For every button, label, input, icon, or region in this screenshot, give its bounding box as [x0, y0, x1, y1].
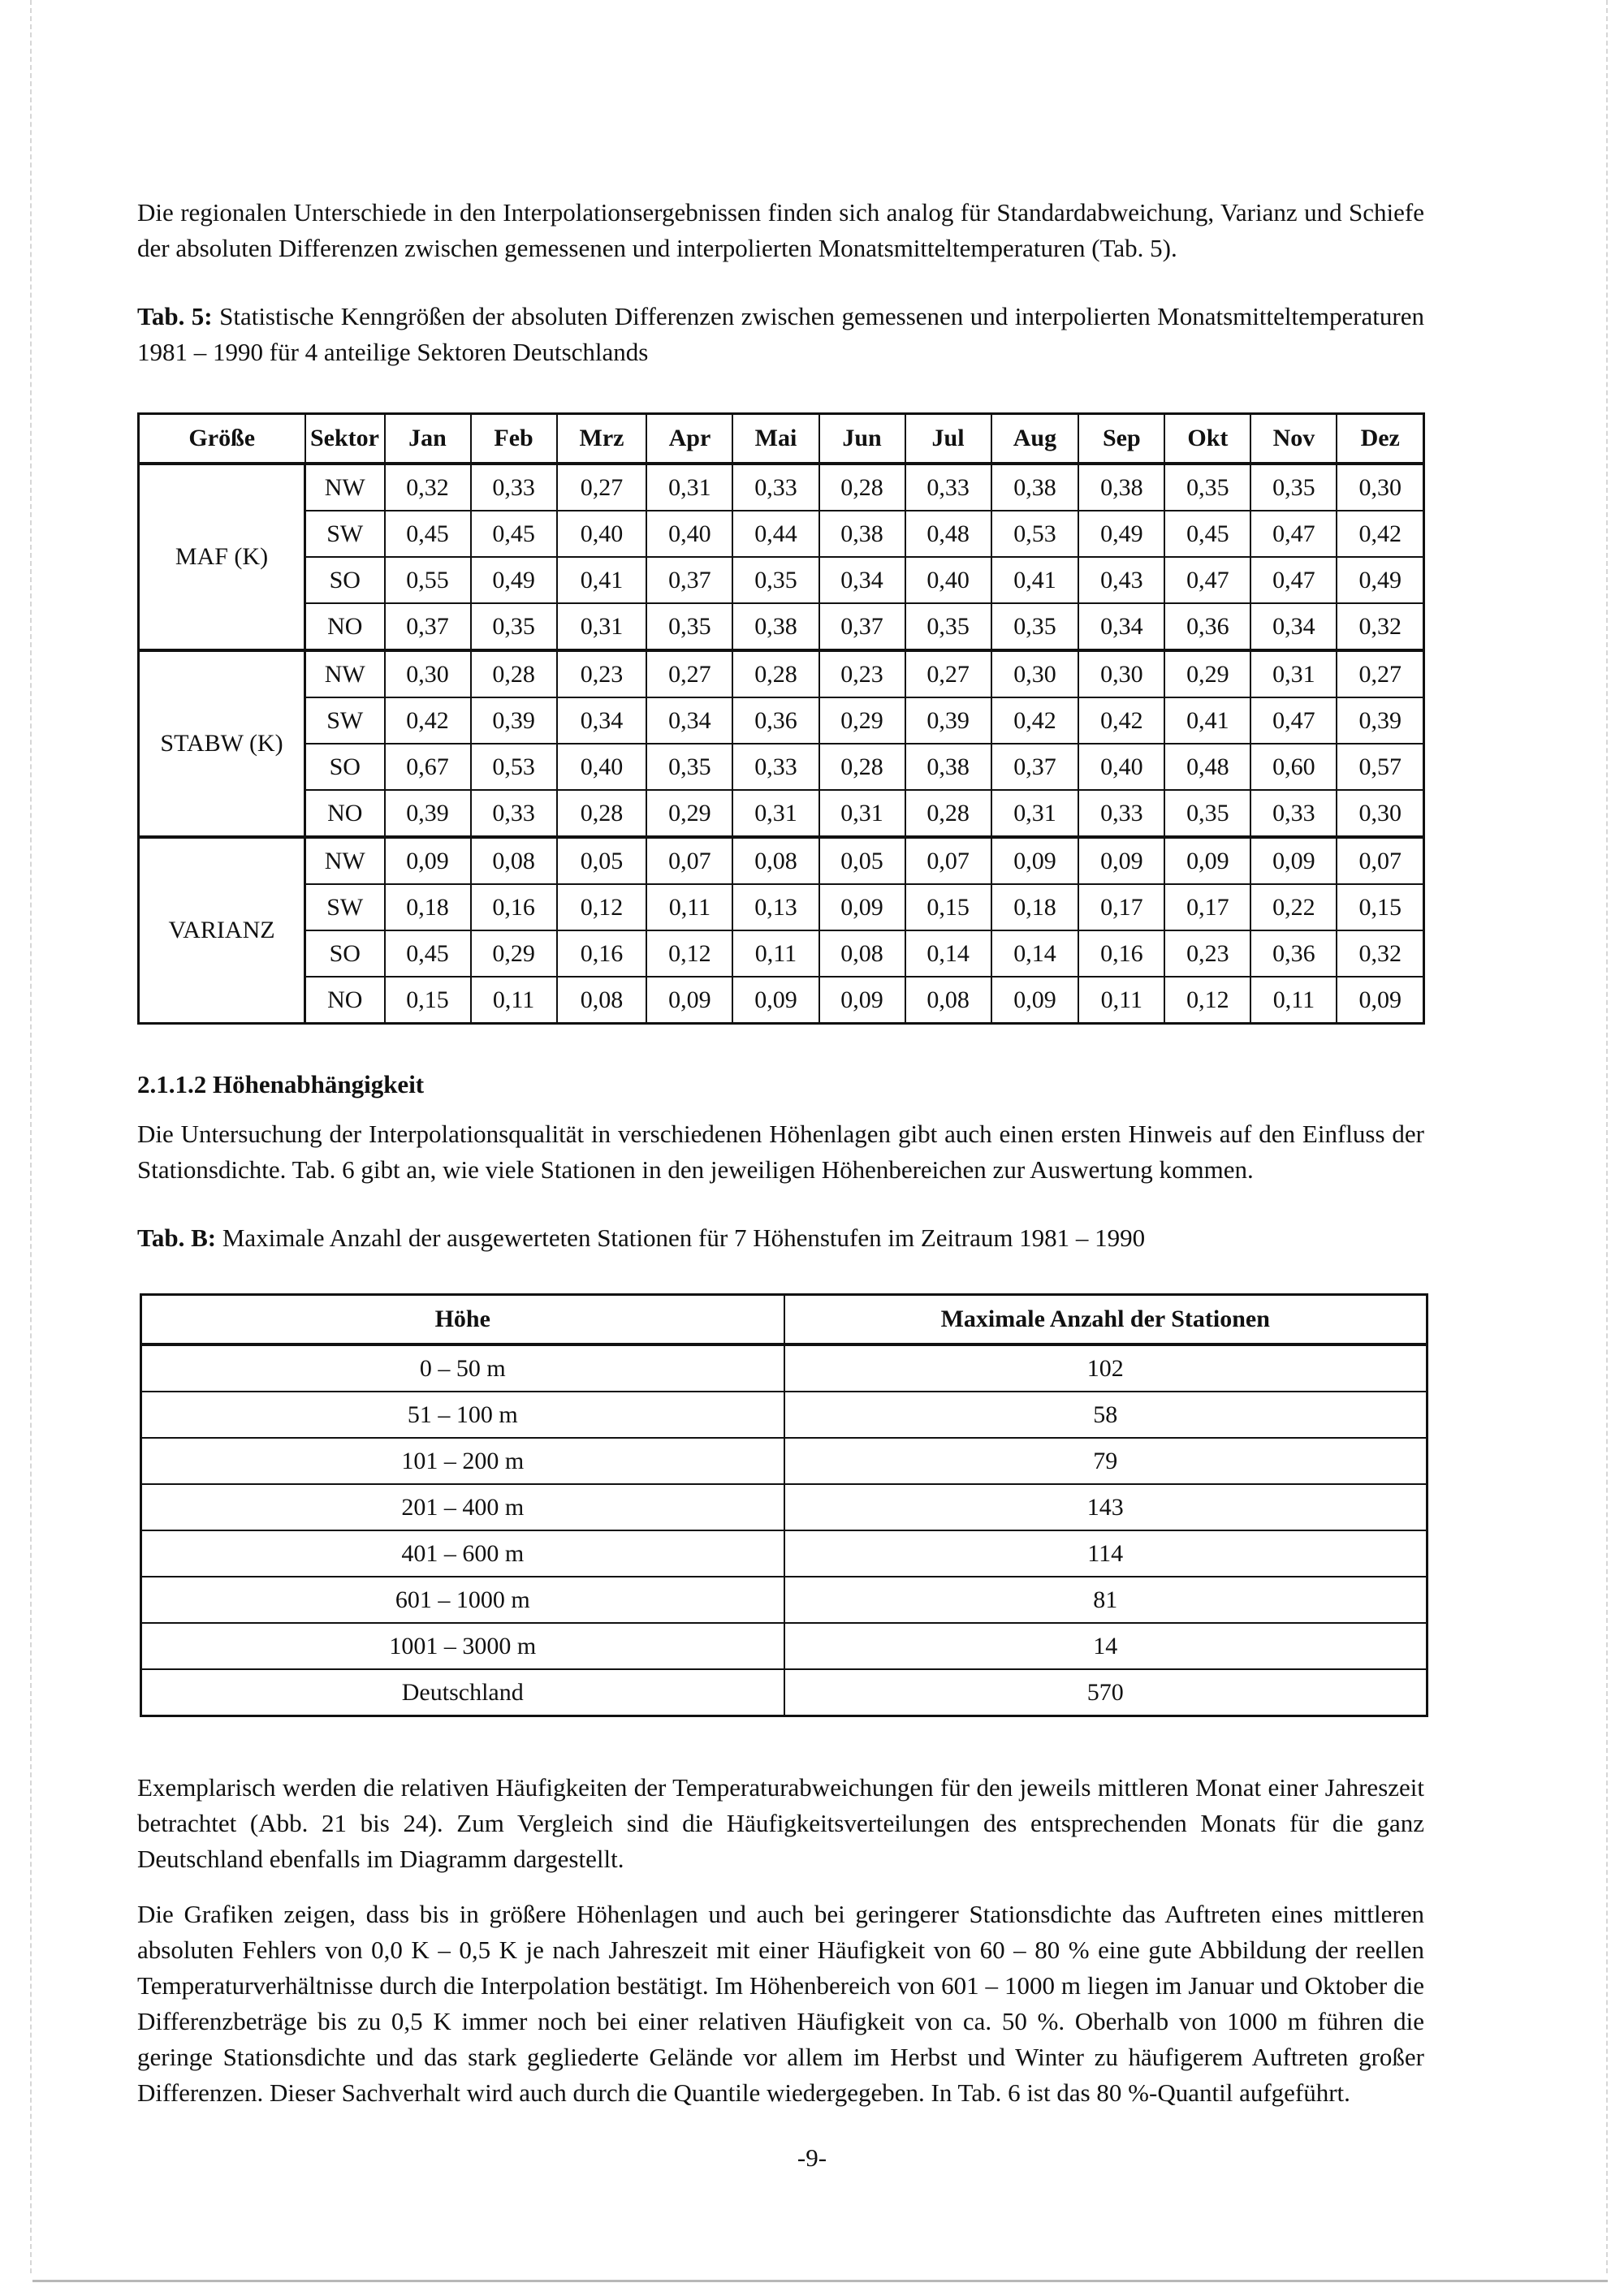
anzahl-cell: 81 — [784, 1577, 1427, 1623]
value-cell: 0,09 — [1250, 837, 1337, 884]
value-cell: 0,17 — [1078, 884, 1164, 930]
table-row — [139, 837, 1424, 884]
value-cell: 0,31 — [646, 464, 732, 511]
value-cell: 0,11 — [1078, 977, 1164, 1024]
value-cell: 0,27 — [905, 650, 991, 697]
value-cell: 0,35 — [1164, 790, 1250, 837]
value-cell: 0,41 — [991, 557, 1079, 603]
value-cell: 0,09 — [991, 977, 1079, 1024]
intro-paragraph: Die regionalen Unterschiede in den Interpolationsergebnissen finden sich analog für Standardabweichung, Varianz und Schiefe der absoluten Differenzen zwischen gemessenen und interpolierten Monatsmitteltemperaturen (Tab. 5). — [137, 198, 1424, 262]
value-cell: 0,38 — [905, 744, 991, 790]
value-cell: 0,09 — [385, 837, 471, 884]
value-cell: 0,22 — [1250, 884, 1337, 930]
table5-header-cell: Nov — [1250, 414, 1337, 464]
value-cell: 0,30 — [1337, 790, 1423, 837]
value-cell: 0,31 — [732, 790, 818, 837]
value-cell: 0,07 — [905, 837, 991, 884]
table6-header-row — [141, 1295, 1427, 1345]
table-row — [141, 1623, 1427, 1669]
table-row — [141, 1392, 1427, 1438]
table5-header-cell: Feb — [471, 414, 557, 464]
hoehe-cell: 1001 – 3000 m — [141, 1623, 784, 1669]
value-cell: 0,42 — [1078, 697, 1164, 744]
value-cell: 0,34 — [1250, 603, 1337, 650]
value-cell: 0,39 — [905, 697, 991, 744]
value-cell: 0,08 — [471, 837, 557, 884]
value-cell: 0,12 — [1164, 977, 1250, 1024]
value-cell: 0,08 — [732, 837, 818, 884]
value-cell: 0,45 — [471, 511, 557, 557]
value-cell: 0,36 — [732, 697, 818, 744]
value-cell: 0,29 — [819, 697, 905, 744]
sektor-cell: NO — [305, 603, 385, 650]
value-cell: 0,43 — [1078, 557, 1164, 603]
value-cell: 0,38 — [732, 603, 818, 650]
table-row — [141, 1577, 1427, 1623]
sektor-cell: NO — [305, 790, 385, 837]
anzahl-cell: 570 — [784, 1669, 1427, 1716]
table5-header-row — [139, 414, 1424, 464]
value-cell: 0,57 — [1337, 744, 1423, 790]
table-row — [139, 930, 1424, 977]
value-cell: 0,40 — [557, 511, 647, 557]
value-cell: 0,16 — [1078, 930, 1164, 977]
value-cell: 0,45 — [385, 930, 471, 977]
table5-statistics — [137, 412, 1425, 1025]
value-cell: 0,36 — [1164, 603, 1250, 650]
value-cell: 0,40 — [557, 744, 647, 790]
table5-header-cell: Mrz — [557, 414, 647, 464]
value-cell: 0,27 — [557, 464, 647, 511]
value-cell: 0,37 — [991, 744, 1079, 790]
value-cell: 0,33 — [732, 744, 818, 790]
table5-header-cell: Sektor — [305, 414, 385, 464]
value-cell: 0,16 — [557, 930, 647, 977]
value-cell: 0,09 — [732, 977, 818, 1024]
value-cell: 0,33 — [1250, 790, 1337, 837]
table6-header-anzahl: Maximale Anzahl der Stationen — [784, 1295, 1427, 1345]
value-cell: 0,36 — [1250, 930, 1337, 977]
value-cell: 0,44 — [732, 511, 818, 557]
value-cell: 0,17 — [1164, 884, 1250, 930]
value-cell: 0,27 — [1337, 650, 1423, 697]
value-cell: 0,30 — [385, 650, 471, 697]
value-cell: 0,11 — [1250, 977, 1337, 1024]
sektor-cell: NW — [305, 464, 385, 511]
value-cell: 0,41 — [557, 557, 647, 603]
hoehe-cell: 601 – 1000 m — [141, 1577, 784, 1623]
table5-header-cell: Jan — [385, 414, 471, 464]
table5-header-cell: Sep — [1078, 414, 1164, 464]
table-row — [139, 650, 1424, 697]
value-cell: 0,42 — [991, 697, 1079, 744]
value-cell: 0,31 — [557, 603, 647, 650]
value-cell: 0,35 — [646, 744, 732, 790]
value-cell: 0,07 — [1337, 837, 1423, 884]
value-cell: 0,31 — [991, 790, 1079, 837]
value-cell: 0,48 — [1164, 744, 1250, 790]
value-cell: 0,33 — [471, 464, 557, 511]
scan-edge-left — [30, 0, 33, 2273]
value-cell: 0,11 — [732, 930, 818, 977]
page-number: -9- — [797, 2143, 827, 2172]
value-cell: 0,13 — [732, 884, 818, 930]
value-cell: 0,34 — [557, 697, 647, 744]
value-cell: 0,40 — [1078, 744, 1164, 790]
value-cell: 0,08 — [819, 930, 905, 977]
value-cell: 0,09 — [1078, 837, 1164, 884]
table5-header-cell: Jun — [819, 414, 905, 464]
section-paragraph: Die Untersuchung der Interpolationsqualität in verschiedenen Höhenlagen gibt auch einen ersten Hinweis auf den Einfluss der Stationsdichte. Tab. 6 gibt an, wie viele Stationen in den jeweiligen Höhenbereichen zur Auswertung kommen. — [137, 1120, 1424, 1184]
value-cell: 0,34 — [1078, 603, 1164, 650]
table5-header-cell: Okt — [1164, 414, 1250, 464]
table6-stations — [140, 1293, 1428, 1717]
value-cell: 0,37 — [385, 603, 471, 650]
anzahl-cell: 102 — [784, 1344, 1427, 1392]
table-row — [139, 511, 1424, 557]
paragraph-grafiken: Die Grafiken zeigen, dass bis in größere Höhenlagen und auch bei geringerer Stationsdichte das Auftreten eines mittleren absoluten Fehlers von 0,0 K – 0,5 K je nach Jahreszeit mit einer Häufigkeit von 60 – 80 % eine gute Abbildung der reellen Temperaturverhältnisse durch die Interpolation bestätigt. Im Höhenbereich von 601 – 1000 m liegen im Januar und Oktober die Differenzbeträge bis zu 0,5 K immer noch bei einer relativen Häufigkeit von ca. 50 %. Oberhalb von 1000 m führen die geringe Stationsdichte und das stark gegliederte Gelände vor allem im Herbst und Winter zu häufigerem Auftreten großer Differenzen. Dieser Sachverhalt wird auch durch die Quantile wiedergegeben. In Tab. 6 ist das 80 %-Quantil aufgeführt. — [137, 1900, 1424, 2107]
value-cell: 0,42 — [385, 697, 471, 744]
value-cell: 0,37 — [646, 557, 732, 603]
value-cell: 0,47 — [1250, 511, 1337, 557]
table-row — [139, 977, 1424, 1024]
value-cell: 0,38 — [991, 464, 1079, 511]
table5-caption-text: Statistische Kenngrößen der absoluten Differenzen zwischen gemessenen und interpolierten Monatsmitteltemperaturen 1981 – 1990 für 4 anteilige Sektoren Deutschlands — [137, 302, 1424, 366]
value-cell: 0,27 — [646, 650, 732, 697]
table-row — [141, 1484, 1427, 1530]
anzahl-cell: 79 — [784, 1438, 1427, 1484]
value-cell: 0,47 — [1250, 697, 1337, 744]
value-cell: 0,18 — [991, 884, 1079, 930]
table-row — [139, 790, 1424, 837]
hoehe-cell: 101 – 200 m — [141, 1438, 784, 1484]
table-row — [139, 697, 1424, 744]
value-cell: 0,39 — [1337, 697, 1423, 744]
value-cell: 0,42 — [1337, 511, 1423, 557]
anzahl-cell: 143 — [784, 1484, 1427, 1530]
value-cell: 0,33 — [732, 464, 818, 511]
value-cell: 0,08 — [905, 977, 991, 1024]
value-cell: 0,28 — [905, 790, 991, 837]
value-cell: 0,07 — [646, 837, 732, 884]
hoehe-cell: 0 – 50 m — [141, 1344, 784, 1392]
value-cell: 0,23 — [819, 650, 905, 697]
value-cell: 0,35 — [646, 603, 732, 650]
sektor-cell: SO — [305, 557, 385, 603]
value-cell: 0,09 — [646, 977, 732, 1024]
value-cell: 0,30 — [991, 650, 1079, 697]
anzahl-cell: 14 — [784, 1623, 1427, 1669]
value-cell: 0,28 — [819, 464, 905, 511]
table5-caption — [137, 299, 1424, 370]
value-cell: 0,09 — [819, 977, 905, 1024]
scan-edge-bottom — [32, 2280, 1608, 2282]
value-cell: 0,35 — [1164, 464, 1250, 511]
value-cell: 0,28 — [557, 790, 647, 837]
table5-caption-label: Tab. 5: — [137, 302, 213, 330]
table-row — [141, 1344, 1427, 1392]
value-cell: 0,11 — [471, 977, 557, 1024]
table6-caption — [137, 1220, 1424, 1256]
value-cell: 0,30 — [1078, 650, 1164, 697]
table-row — [139, 464, 1424, 511]
value-cell: 0,14 — [905, 930, 991, 977]
value-cell: 0,38 — [819, 511, 905, 557]
hoehe-cell: 401 – 600 m — [141, 1530, 784, 1577]
scan-edge-right — [1606, 0, 1609, 2273]
table-row — [141, 1669, 1427, 1716]
value-cell: 0,39 — [385, 790, 471, 837]
value-cell: 0,15 — [905, 884, 991, 930]
value-cell: 0,09 — [819, 884, 905, 930]
value-cell: 0,08 — [557, 977, 647, 1024]
group-label: VARIANZ — [139, 837, 305, 1024]
value-cell: 0,33 — [471, 790, 557, 837]
value-cell: 0,32 — [1337, 930, 1423, 977]
sektor-cell: NW — [305, 837, 385, 884]
value-cell: 0,23 — [1164, 930, 1250, 977]
table-row — [139, 744, 1424, 790]
hoehe-cell: 201 – 400 m — [141, 1484, 784, 1530]
value-cell: 0,28 — [471, 650, 557, 697]
paragraph-exemplarisch: Exemplarisch werden die relativen Häufigkeiten der Temperaturabweichungen für den jeweils mittleren Monat einer Jahreszeit betrachtet (Abb. 21 bis 24). Zum Vergleich sind die Häufigkeitsverteilungen des entsprechenden Monats für die ganz Deutschland ebenfalls im Diagramm dargestellt. — [137, 1773, 1424, 1873]
value-cell: 0,33 — [905, 464, 991, 511]
group-label: MAF (K) — [139, 464, 305, 650]
value-cell: 0,47 — [1250, 557, 1337, 603]
value-cell: 0,40 — [905, 557, 991, 603]
value-cell: 0,60 — [1250, 744, 1337, 790]
value-cell: 0,35 — [471, 603, 557, 650]
value-cell: 0,55 — [385, 557, 471, 603]
value-cell: 0,11 — [646, 884, 732, 930]
value-cell: 0,14 — [991, 930, 1079, 977]
value-cell: 0,41 — [1164, 697, 1250, 744]
value-cell: 0,16 — [471, 884, 557, 930]
sektor-cell: SO — [305, 744, 385, 790]
value-cell: 0,35 — [905, 603, 991, 650]
anzahl-cell: 58 — [784, 1392, 1427, 1438]
value-cell: 0,32 — [1337, 603, 1423, 650]
value-cell: 0,09 — [1164, 837, 1250, 884]
table5-header-cell: Größe — [139, 414, 305, 464]
section-heading: 2.1.1.2 Höhenabhängigkeit — [137, 1070, 425, 1098]
value-cell: 0,49 — [1078, 511, 1164, 557]
value-cell: 0,31 — [1250, 650, 1337, 697]
value-cell: 0,47 — [1164, 557, 1250, 603]
value-cell: 0,30 — [1337, 464, 1423, 511]
value-cell: 0,35 — [1250, 464, 1337, 511]
table-row — [141, 1530, 1427, 1577]
table-row — [139, 603, 1424, 650]
table-row — [139, 557, 1424, 603]
hoehe-cell: 51 – 100 m — [141, 1392, 784, 1438]
value-cell: 0,48 — [905, 511, 991, 557]
sektor-cell: NO — [305, 977, 385, 1024]
value-cell: 0,45 — [385, 511, 471, 557]
table6-caption-label: Tab. B: — [137, 1224, 217, 1252]
value-cell: 0,34 — [646, 697, 732, 744]
table6-caption-text: Maximale Anzahl der ausgewerteten Stationen für 7 Höhenstufen im Zeitraum 1981 – 1990 — [216, 1224, 1146, 1252]
value-cell: 0,15 — [1337, 884, 1423, 930]
value-cell: 0,28 — [732, 650, 818, 697]
value-cell: 0,35 — [732, 557, 818, 603]
value-cell: 0,40 — [646, 511, 732, 557]
value-cell: 0,18 — [385, 884, 471, 930]
table-row — [141, 1438, 1427, 1484]
value-cell: 0,12 — [646, 930, 732, 977]
value-cell: 0,09 — [1337, 977, 1423, 1024]
table-row — [139, 884, 1424, 930]
table6-header-hoehe: Höhe — [141, 1295, 784, 1345]
value-cell: 0,29 — [646, 790, 732, 837]
value-cell: 0,29 — [1164, 650, 1250, 697]
table5-header-cell: Apr — [646, 414, 732, 464]
anzahl-cell: 114 — [784, 1530, 1427, 1577]
value-cell: 0,53 — [991, 511, 1079, 557]
value-cell: 0,23 — [557, 650, 647, 697]
value-cell: 0,09 — [991, 837, 1079, 884]
value-cell: 0,38 — [1078, 464, 1164, 511]
value-cell: 0,35 — [991, 603, 1079, 650]
value-cell: 0,31 — [819, 790, 905, 837]
value-cell: 0,05 — [819, 837, 905, 884]
value-cell: 0,12 — [557, 884, 647, 930]
value-cell: 0,28 — [819, 744, 905, 790]
value-cell: 0,05 — [557, 837, 647, 884]
sektor-cell: SO — [305, 930, 385, 977]
hoehe-cell: Deutschland — [141, 1669, 784, 1716]
table5-header-cell: Mai — [732, 414, 818, 464]
value-cell: 0,49 — [471, 557, 557, 603]
value-cell: 0,67 — [385, 744, 471, 790]
value-cell: 0,15 — [385, 977, 471, 1024]
value-cell: 0,29 — [471, 930, 557, 977]
sektor-cell: SW — [305, 884, 385, 930]
table5-header-cell: Aug — [991, 414, 1079, 464]
group-label: STABW (K) — [139, 650, 305, 837]
sektor-cell: SW — [305, 511, 385, 557]
value-cell: 0,53 — [471, 744, 557, 790]
sektor-cell: NW — [305, 650, 385, 697]
sektor-cell: SW — [305, 697, 385, 744]
value-cell: 0,45 — [1164, 511, 1250, 557]
value-cell: 0,39 — [471, 697, 557, 744]
table5-header-cell: Dez — [1337, 414, 1423, 464]
value-cell: 0,34 — [819, 557, 905, 603]
value-cell: 0,32 — [385, 464, 471, 511]
table5-header-cell: Jul — [905, 414, 991, 464]
value-cell: 0,37 — [819, 603, 905, 650]
value-cell: 0,33 — [1078, 790, 1164, 837]
value-cell: 0,49 — [1337, 557, 1423, 603]
